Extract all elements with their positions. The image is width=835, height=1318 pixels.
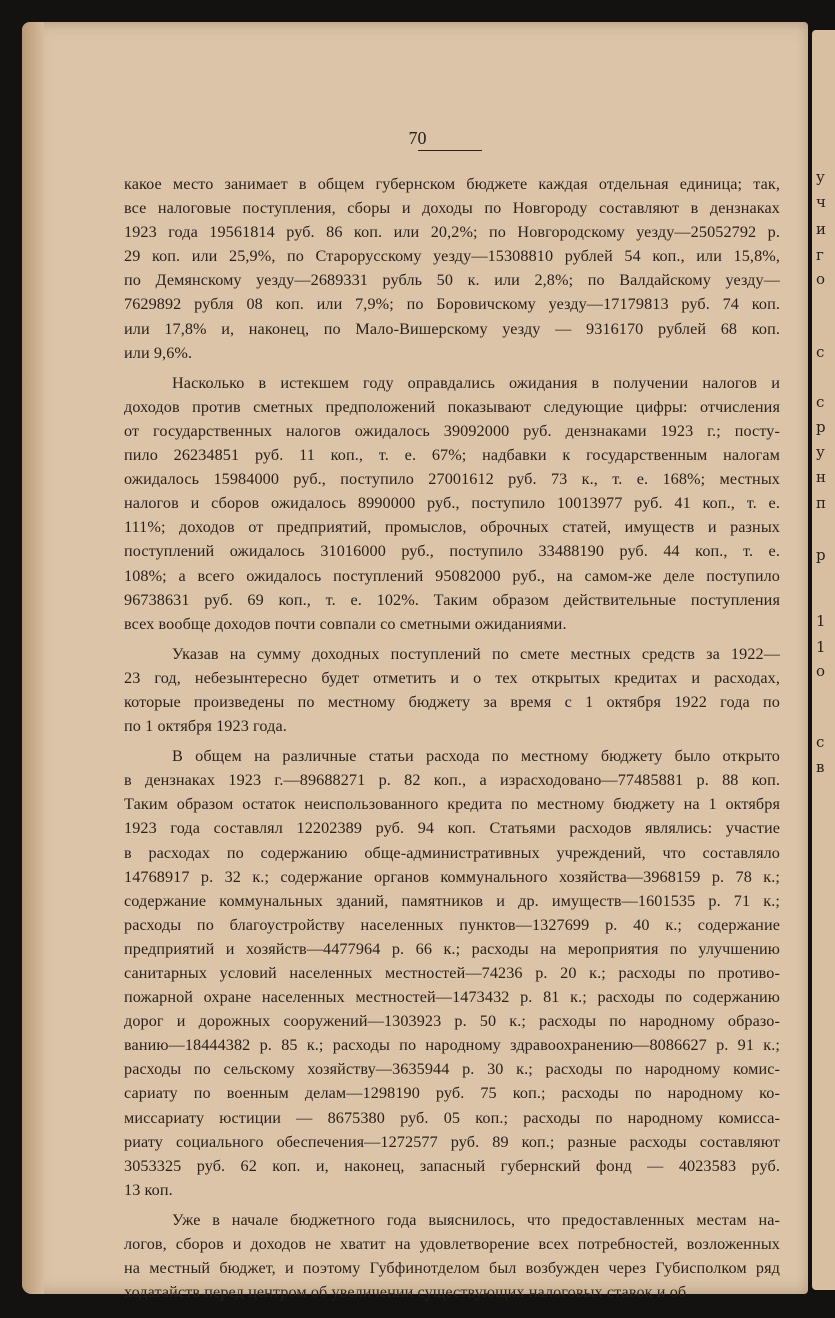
next-page-fragment: и — [816, 220, 826, 238]
text-line: санитарных условий населенных местностей—74236 р. 20 к.; расходы по противо- — [124, 964, 780, 982]
text-line: логов, сборов и доходов не хватит на удовлетворение всех потребностей, возложенных — [124, 1235, 780, 1254]
next-page-fragment: в — [816, 758, 825, 776]
text-line: какое место занимает в общем губернском бюджете каждая отдельная единица; так, — [124, 175, 780, 193]
paragraph — [124, 371, 780, 636]
text-line: дорог и дорожных сооружений—1303923 р. 50 к.; расходы по народному образо- — [124, 1012, 780, 1031]
next-page-fragment: 1 — [816, 638, 826, 656]
text-line: 29 коп. или 25,9%, по Старорусскому уезду—15308810 рублей 54 коп., или 15,8%, — [124, 247, 780, 266]
text-line: сариату по военным делам—1298190 руб. 75 коп.; расходы по народному ко- — [124, 1084, 780, 1103]
text-line: пило 26234851 руб. 11 коп., т. е. 67%; надбавки к государственным налогам — [124, 446, 780, 465]
page-number-rule — [418, 150, 482, 151]
text-line: миссариату юстиции — 8675380 руб. 05 коп.; расходы по народному комисса- — [124, 1108, 780, 1127]
next-page-fragment: р — [816, 546, 826, 564]
text-line: всех вообще доходов почти совпали со сметными ожиданиями. — [124, 614, 567, 633]
next-page-fragment: с — [816, 733, 825, 751]
text-line: В общем на различные статьи расхода по местному бюджету было открыто — [172, 747, 780, 766]
paragraph — [124, 172, 780, 365]
page-number: 70 — [408, 128, 427, 148]
text-line: 1923 года составлял 12202389 руб. 94 коп. Статьями расходов являлись: участие — [124, 819, 780, 838]
text-line: которые произведены по местному бюджету за время с 1 октября 1922 года по — [124, 692, 780, 711]
next-page-fragment: н — [816, 468, 826, 486]
text-line: риату социального обеспечения—1272577 руб. 89 коп.; разные расходы составляют — [124, 1132, 780, 1151]
text-line: в расходах по содержанию обще-административных учреждений, что составляло — [124, 843, 780, 862]
next-page-fragment: с — [816, 343, 825, 361]
text-line: содержание коммунальных зданий, памятников и др. имуществ—1601535 р. 71 к.; — [124, 891, 780, 910]
text-line: 14768917 р. 32 к.; содержание органов коммунального хозяйства—3968159 р. 78 к.; — [124, 867, 780, 886]
next-page-fragment: у — [816, 168, 825, 186]
text-line: Насколько в истекшем году оправдались ожидания в получении налогов и — [172, 373, 780, 392]
text-line: 108%; а всего ожидалось поступлений 95082000 руб., на самом-же деле поступило — [124, 566, 780, 585]
text-line: Уже в начале бюджетного года выяснилось, что предоставленных местам на- — [172, 1210, 780, 1229]
page-binding-edge — [22, 22, 44, 1294]
text-line: поступлений ожидалось 31016000 руб., поступило 33488190 руб. 44 коп., т. е. — [124, 542, 780, 561]
text-line: расходы по благоустройству населенных пунктов—1327699 р. 40 к.; содержание — [124, 915, 780, 934]
next-page-fragment: 1 — [816, 612, 826, 630]
text-line: 96738631 руб. 69 коп., т. е. 102%. Таким образом действительные поступления — [124, 590, 780, 609]
body-text — [124, 172, 780, 1310]
text-line: доходов против сметных предположений показывают следующие цифры: отчисления — [124, 397, 780, 416]
next-page-fragment: о — [816, 662, 826, 680]
text-line: 23 год, небезынтересно будет отметить и о тех открытых кредитах и расходах, — [124, 668, 780, 687]
text-line: Указав на сумму доходных поступлений по смете местных средств за 1922— — [172, 644, 780, 663]
next-page-fragment: у — [816, 443, 825, 461]
next-page-fragment: п — [816, 494, 826, 512]
text-line: ожидалось 15984000 руб., поступило 27001612 руб. 73 к., т. е. 168%; местных — [124, 470, 780, 489]
text-line: ходатайств перед центром об увеличении существующих налоговых ставок и об — [124, 1283, 687, 1302]
paragraph — [124, 744, 780, 1202]
text-line: 3053325 руб. 62 коп. и, наконец, запасный губернский фонд — 4023583 руб. — [124, 1156, 780, 1175]
next-page-fragment: с — [816, 393, 825, 411]
text-line: 7629892 рубля 08 коп. или 7,9%; по Боровичскому уезду—17179813 руб. 74 коп. — [124, 295, 780, 314]
text-line: 111%; доходов от предприятий, промыслов, оброчных статей, имуществ и разных — [124, 518, 780, 537]
text-line: или 9,6%. — [124, 343, 193, 362]
text-line: Таким образом остаток неиспользованного кредита по местному бюджету на 1 октября — [124, 795, 780, 814]
text-line: по Демянскому уезду—2689331 рубль 50 к. или 2,8%; по Валдайскому уезду— — [124, 271, 780, 290]
paragraph-list — [124, 172, 780, 1304]
text-line: по 1 октября 1923 года. — [124, 717, 287, 736]
text-line: предприятий и хозяйств—4477964 р. 66 к.; расходы на мероприятия по улучшению — [124, 939, 780, 958]
next-page-edge — [812, 30, 835, 1290]
next-page-fragment: о — [816, 270, 826, 288]
text-line: налогов и сборов ожидалось 8990000 руб., поступило 10013977 руб. 41 коп., т. е. — [124, 494, 780, 513]
text-line: в дензнаках 1923 г.—89688271 р. 82 коп., а израсходовано—77485881 р. 88 коп. — [124, 771, 780, 790]
text-line: пожарной охране населенных местностей—1473432 р. 81 к.; расходы по содержанию — [124, 988, 780, 1007]
paragraph — [124, 1208, 780, 1304]
next-page-fragment: ч — [816, 193, 826, 211]
text-line: расходы по сельскому хозяйству—3635944 р. 30 к.; расходы по народному комис- — [124, 1060, 780, 1079]
text-line: все налоговые поступления, сборы и доходы по Новгороду составляют в дензнаках — [124, 199, 780, 218]
next-page-fragment: р — [816, 418, 826, 436]
text-line: на местный бюджет, и поэтому Губфинотделом был возбужден через Губисполком ряд — [124, 1259, 780, 1278]
paragraph — [124, 642, 780, 738]
text-line: от государственных налогов ожидалось 39092000 руб. дензнаками 1923 г.; посту- — [124, 421, 780, 440]
text-line: ванию—18444382 р. 85 к.; расходы по народному здравоохранению—8086627 р. 91 к.; — [124, 1036, 780, 1055]
text-line: 13 коп. — [124, 1180, 173, 1199]
text-line: или 17,8% и, наконец, по Мало-Вишерскому уезду — 9316170 рублей 68 коп. — [124, 319, 780, 338]
text-line: 1923 года 19561814 руб. 86 коп. или 20,2%; по Новгородскому уезду—25052792 р. — [124, 223, 780, 242]
next-page-fragment: г — [816, 246, 824, 264]
